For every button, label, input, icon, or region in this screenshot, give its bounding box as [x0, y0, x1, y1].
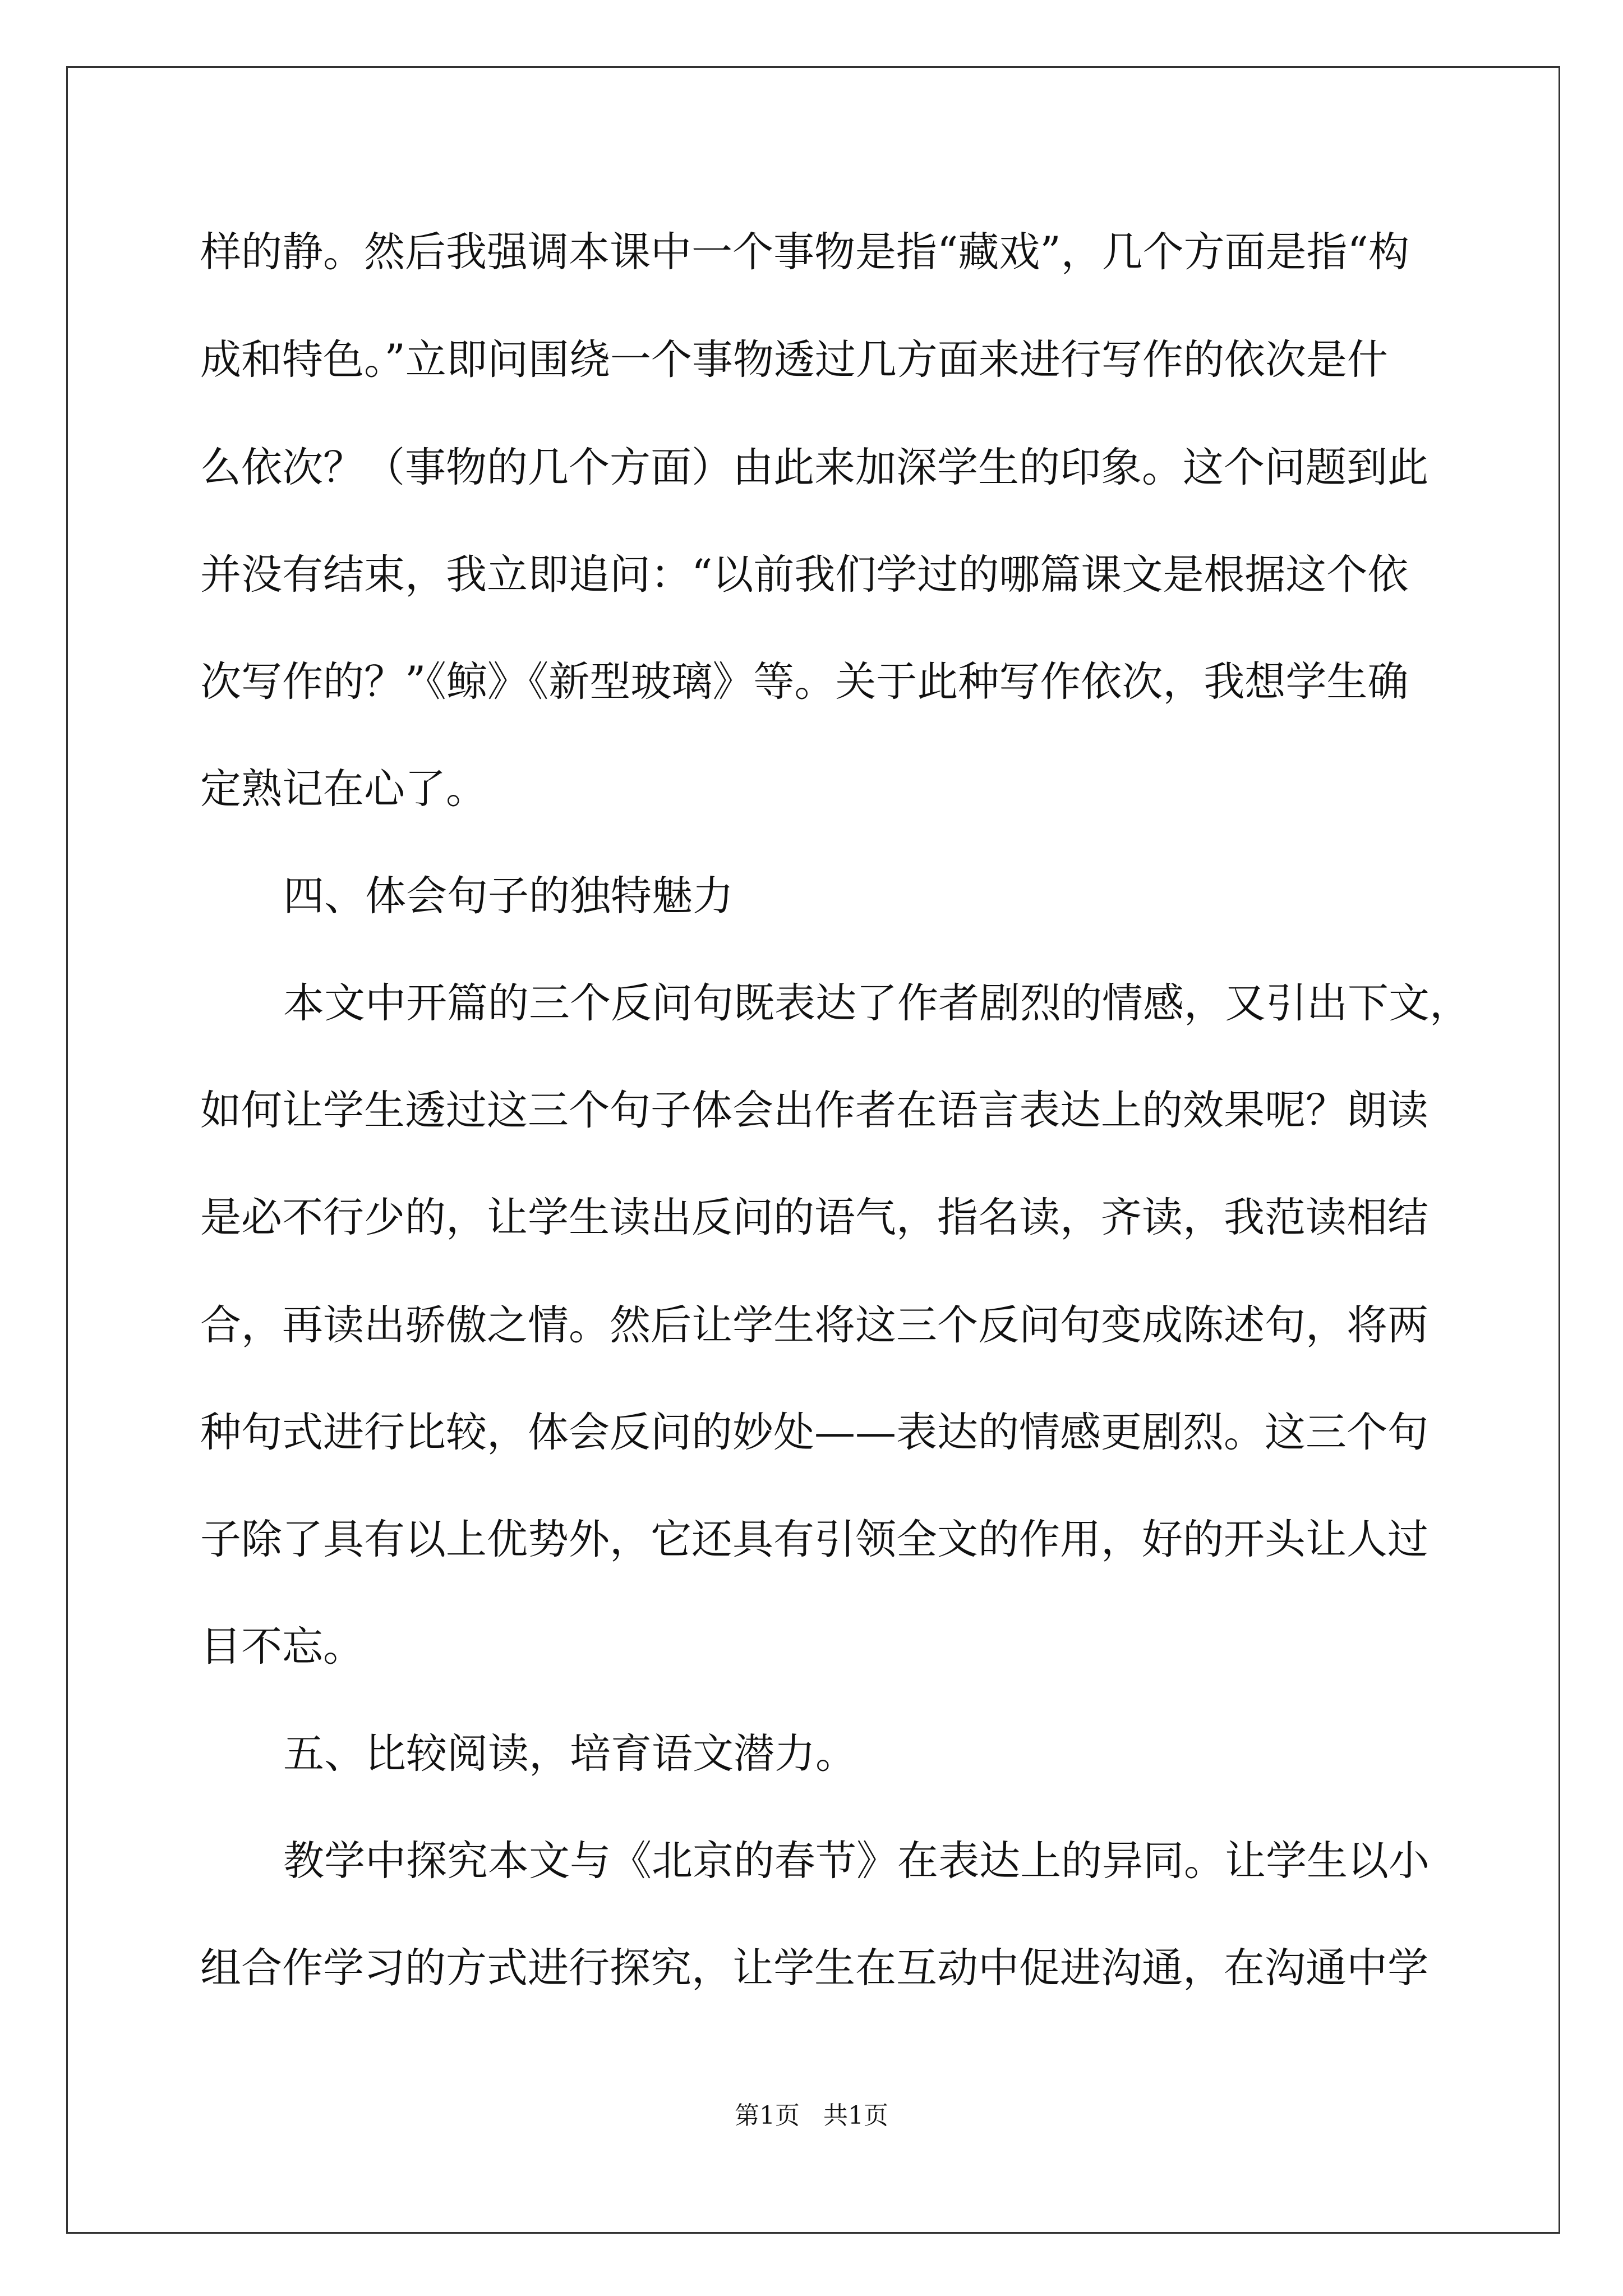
text-line: 样的静。然后我强调本课中一个事物是指“藏戏”，几个方面是指“构 — [200, 228, 1409, 276]
text-line: 教学中探究本文与《北京的春节》在表达上的异同。让学生以小 — [283, 1837, 1430, 1885]
page-footer: 第1页 共1页 — [735, 2101, 888, 2130]
text-line: 组合作学习的方式进行探究，让学生在互动中促进沟通，在沟通中学 — [200, 1944, 1428, 1992]
text-line: 如何让学生透过这三个句子体会出作者在语言表达上的效果呢？朗读 — [200, 1087, 1428, 1134]
text-line: 么依次？（事物的几个方面）由此来加深学生的印象。这个问题到此 — [200, 444, 1428, 491]
text-line: 次写作的？”《鲸》《新型玻璃》等。关于此种写作依次，我想学生确 — [200, 658, 1409, 706]
page-border — [66, 66, 1560, 2234]
section-heading: 五、比较阅读，培育语文潜力。 — [283, 1730, 856, 1778]
text-line: 目不忘。 — [200, 1623, 364, 1671]
text-line: 定熟记在心了。 — [200, 765, 487, 813]
text-line: 种句式进行比较，体会反问的妙处——表达的情感更剧烈。这三个句 — [200, 1409, 1428, 1456]
text-line: 本文中开篇的三个反问句既表达了作者剧烈的情感，又引出下文， — [283, 979, 1470, 1027]
text-line: 并没有结束，我立即追问：“以前我们学过的哪篇课文是根据这个依 — [200, 551, 1409, 599]
section-heading: 四、体会句子的独特魅力 — [283, 872, 734, 920]
text-line: 成和特色。”立即问围绕一个事物透过几方面来进行写作的依次是什 — [200, 336, 1388, 384]
text-line: 子除了具有以上优势外，它还具有引领全文的作用，好的开头让人过 — [200, 1516, 1428, 1563]
text-line: 合，再读出骄傲之情。然后让学生将这三个反问句变成陈述句，将两 — [200, 1301, 1428, 1349]
text-line: 是必不行少的，让学生读出反问的语气，指名读，齐读，我范读相结 — [200, 1194, 1428, 1241]
